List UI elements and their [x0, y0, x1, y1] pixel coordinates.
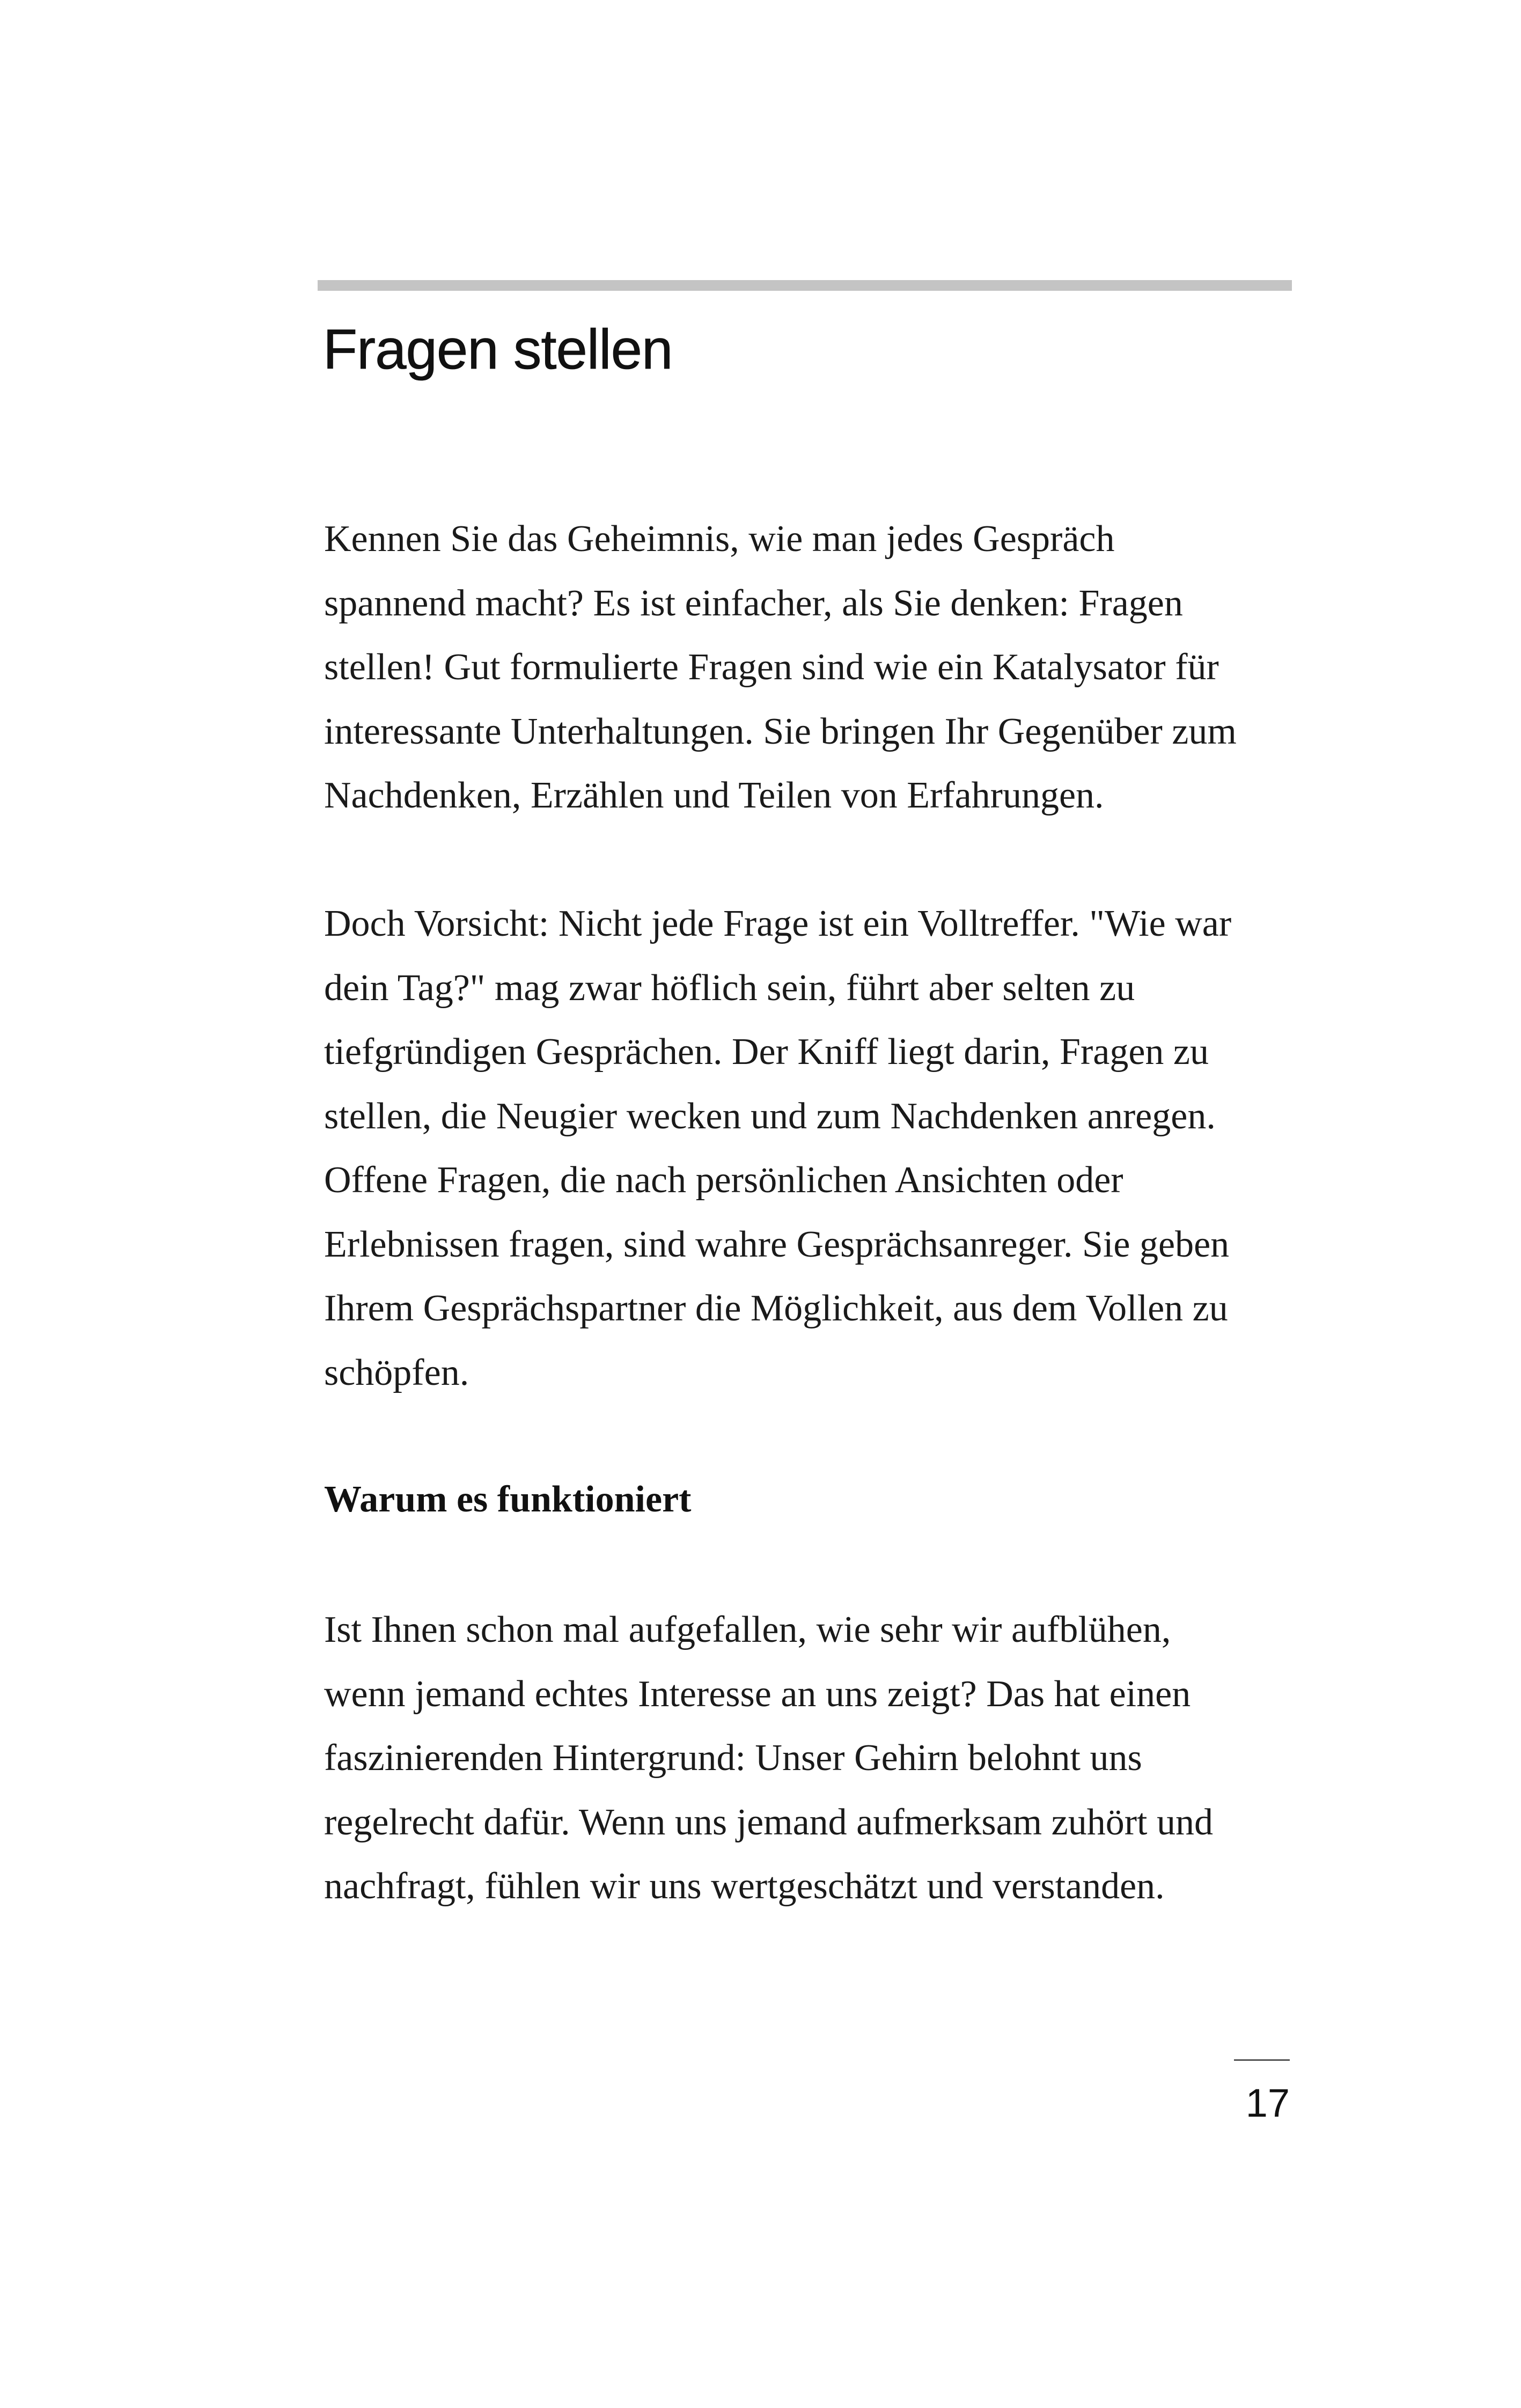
chapter-title: Fragen stellen: [323, 318, 673, 381]
text-line: spannend macht? Es ist einfacher, als Sie denken: Fragen: [324, 582, 1183, 624]
text-line: Erlebnissen fragen, sind wahre Gesprächsanreger. Sie geben: [324, 1223, 1230, 1265]
paragraph-caution: [324, 892, 1322, 1405]
paragraph-intro: [324, 507, 1322, 828]
text-line: stellen, die Neugier wecken und zum Nachdenken anregen.: [324, 1095, 1216, 1137]
text-line: Doch Vorsicht: Nicht jede Frage ist ein Volltreffer. "Wie war: [324, 903, 1232, 944]
page-number-rule: [1234, 2059, 1290, 2061]
chapter-top-rule: [318, 280, 1292, 291]
text-line: stellen! Gut formulierte Fragen sind wie ein Katalysator für: [324, 647, 1219, 688]
section-subheading: Warum es funktioniert: [324, 1479, 692, 1520]
page-number: 17: [1245, 2081, 1290, 2125]
text-line: Ihrem Gesprächspartner die Möglichkeit, aus dem Vollen zu: [324, 1288, 1228, 1329]
text-line: dein Tag?" mag zwar höflich sein, führt aber selten zu: [324, 967, 1135, 1009]
text-line: Nachdenken, Erzählen und Teilen von Erfahrungen.: [324, 775, 1104, 816]
text-line: Kennen Sie das Geheimnis, wie man jedes Gespräch: [324, 518, 1115, 560]
text-line: Ist Ihnen schon mal aufgefallen, wie sehr wir aufblühen,: [324, 1609, 1171, 1650]
text-line: nachfragt, fühlen wir uns wertgeschätzt und verstanden.: [324, 1866, 1165, 1907]
text-line: schöpfen.: [324, 1352, 469, 1393]
text-line: tiefgründigen Gesprächen. Der Kniff liegt darin, Fragen zu: [324, 1031, 1209, 1073]
text-line: interessante Unterhaltungen. Sie bringen Ihr Gegenüber zum: [324, 710, 1237, 752]
paragraph-explanation: [324, 1598, 1322, 1919]
text-line: Offene Fragen, die nach persönlichen Ansichten oder: [324, 1159, 1123, 1201]
text-line: regelrecht dafür. Wenn uns jemand aufmerksam zuhört und: [324, 1801, 1213, 1843]
text-line: wenn jemand echtes Interesse an uns zeigt? Das hat einen: [324, 1673, 1191, 1715]
text-line: faszinierenden Hintergrund: Unser Gehirn belohnt uns: [324, 1737, 1142, 1779]
